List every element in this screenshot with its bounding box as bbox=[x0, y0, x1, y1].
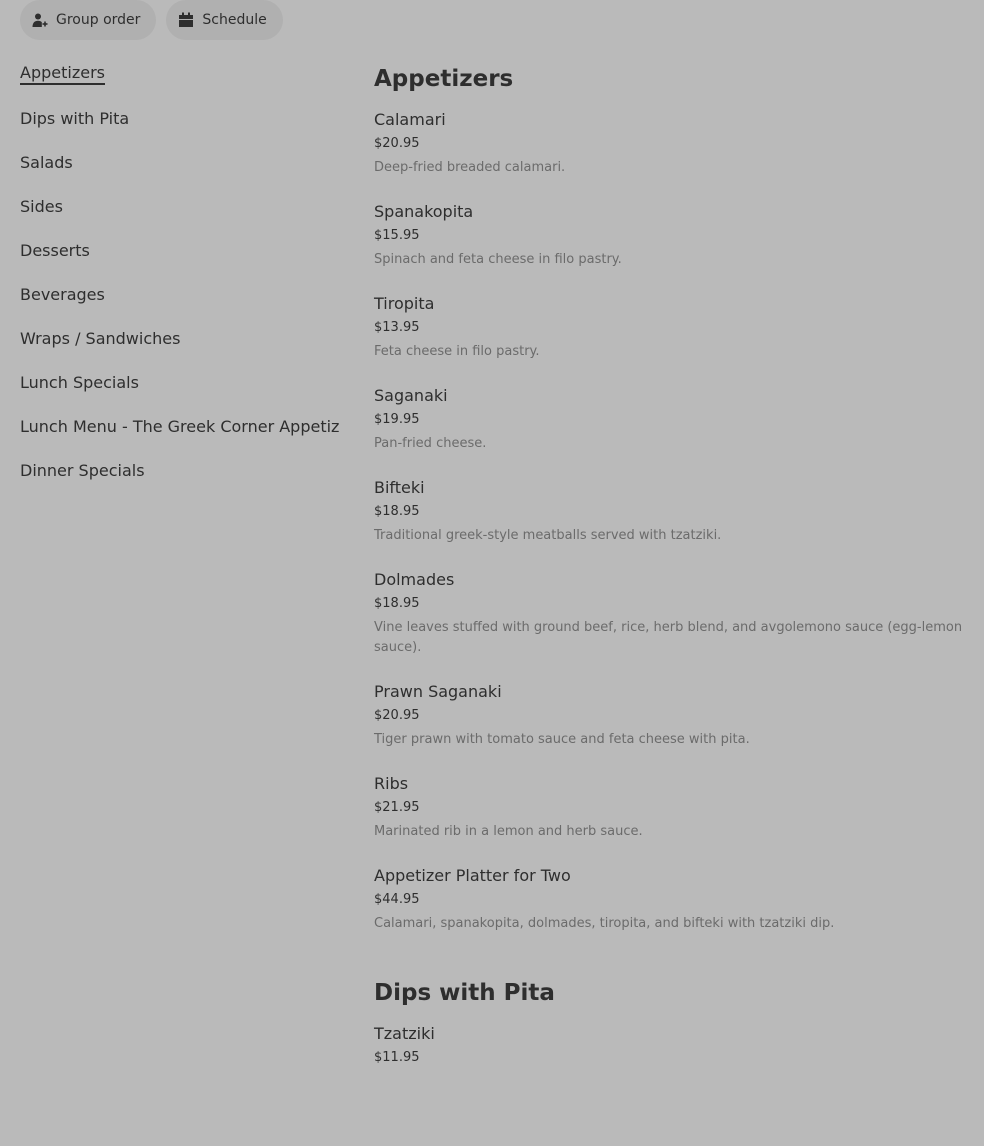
menu-item-description: Pan-fried cheese. bbox=[374, 436, 487, 451]
sidebar-item-dips-with-pita[interactable] bbox=[20, 108, 340, 152]
sidebar-item-label: Salads bbox=[20, 153, 73, 172]
menu-item-name: Saganaki bbox=[374, 386, 448, 405]
menu-item-price: $13.95 bbox=[374, 320, 420, 335]
menu-item-price: $18.95 bbox=[374, 504, 420, 519]
menu-item-price: $18.95 bbox=[374, 596, 420, 611]
menu-content bbox=[374, 62, 964, 1112]
menu-item-description: Traditional greek-style meatballs served with tzatziki. bbox=[374, 528, 722, 543]
sidebar-item-appetizers[interactable] bbox=[20, 62, 340, 108]
menu-item-name: Ribs bbox=[374, 774, 409, 793]
sidebar-item-label: Lunch Specials bbox=[20, 373, 139, 392]
menu-item-name: Bifteki bbox=[374, 478, 425, 497]
sidebar-item-lunch-specials[interactable] bbox=[20, 372, 340, 416]
menu-item-name: Dolmades bbox=[374, 570, 455, 589]
menu-section-appetizers bbox=[374, 62, 964, 956]
menu-item-description: Vine leaves stuffed with ground beef, rice, herb blend, and avgolemono sauce (egg-lemon sauce). bbox=[374, 620, 963, 655]
menu-item-price: $44.95 bbox=[374, 892, 420, 907]
sidebar-item-label: Dinner Specials bbox=[20, 461, 145, 480]
sidebar-item-label: Wraps / Sandwiches bbox=[20, 329, 181, 348]
section-title: Appetizers bbox=[374, 66, 514, 92]
person-add-icon bbox=[32, 12, 48, 28]
menu-item[interactable] bbox=[374, 384, 964, 476]
sidebar-item-label: Beverages bbox=[20, 285, 105, 304]
group-order-button[interactable] bbox=[20, 0, 156, 40]
menu-item[interactable] bbox=[374, 864, 964, 956]
sidebar-item-label: Sides bbox=[20, 197, 63, 216]
menu-item-price: $20.95 bbox=[374, 136, 420, 151]
menu-item-name: Spanakopita bbox=[374, 202, 474, 221]
menu-item[interactable] bbox=[374, 476, 964, 568]
sidebar-item-label: Appetizers bbox=[20, 63, 105, 85]
menu-item-description: Tiger prawn with tomato sauce and feta cheese with pita. bbox=[374, 732, 750, 747]
sidebar-item-lunch-menu-the-greek-corner-appetiz[interactable] bbox=[20, 416, 340, 460]
sidebar-item-desserts[interactable] bbox=[20, 240, 340, 284]
menu-item-name: Tiropita bbox=[374, 294, 435, 313]
menu-item[interactable] bbox=[374, 292, 964, 384]
menu-item-price: $19.95 bbox=[374, 412, 420, 427]
sidebar-item-label: Dips with Pita bbox=[20, 109, 130, 128]
sidebar-item-beverages[interactable] bbox=[20, 284, 340, 328]
schedule-label: Schedule bbox=[202, 12, 267, 28]
menu-item[interactable] bbox=[374, 568, 964, 680]
menu-item-price: $15.95 bbox=[374, 228, 420, 243]
sidebar-item-label: Lunch Menu - The Greek Corner Appetiz bbox=[20, 417, 340, 436]
menu-item-description: Deep-fried breaded calamari. bbox=[374, 160, 566, 175]
menu-section-dips-with-pita bbox=[374, 976, 964, 1092]
menu-item[interactable] bbox=[374, 1022, 964, 1092]
category-sidebar bbox=[20, 62, 340, 504]
sidebar-item-salads[interactable] bbox=[20, 152, 340, 196]
menu-item[interactable] bbox=[374, 200, 964, 292]
section-title: Dips with Pita bbox=[374, 980, 555, 1006]
menu-item[interactable] bbox=[374, 680, 964, 772]
menu-item-name: Appetizer Platter for Two bbox=[374, 866, 571, 885]
menu-item-description: Calamari, spanakopita, dolmades, tiropita, and bifteki with tzatziki dip. bbox=[374, 916, 835, 931]
menu-item[interactable] bbox=[374, 772, 964, 864]
menu-item-description: Feta cheese in filo pastry. bbox=[374, 344, 540, 359]
menu-item-price: $11.95 bbox=[374, 1050, 420, 1065]
menu-item-name: Tzatziki bbox=[374, 1024, 435, 1043]
menu-item-price: $21.95 bbox=[374, 800, 420, 815]
schedule-button[interactable] bbox=[166, 0, 282, 40]
calendar-icon bbox=[178, 12, 194, 28]
sidebar-item-wraps-sandwiches[interactable] bbox=[20, 328, 340, 372]
group-order-label: Group order bbox=[56, 12, 141, 28]
top-action-bar bbox=[20, 0, 283, 40]
menu-item-description: Spinach and feta cheese in filo pastry. bbox=[374, 252, 622, 267]
menu-item-description: Marinated rib in a lemon and herb sauce. bbox=[374, 824, 643, 839]
menu-item-name: Calamari bbox=[374, 110, 446, 129]
sidebar-item-sides[interactable] bbox=[20, 196, 340, 240]
menu-item-name: Prawn Saganaki bbox=[374, 682, 502, 701]
menu-item-price: $20.95 bbox=[374, 708, 420, 723]
sidebar-item-dinner-specials[interactable] bbox=[20, 460, 340, 504]
menu-item[interactable] bbox=[374, 108, 964, 200]
sidebar-item-label: Desserts bbox=[20, 241, 90, 260]
